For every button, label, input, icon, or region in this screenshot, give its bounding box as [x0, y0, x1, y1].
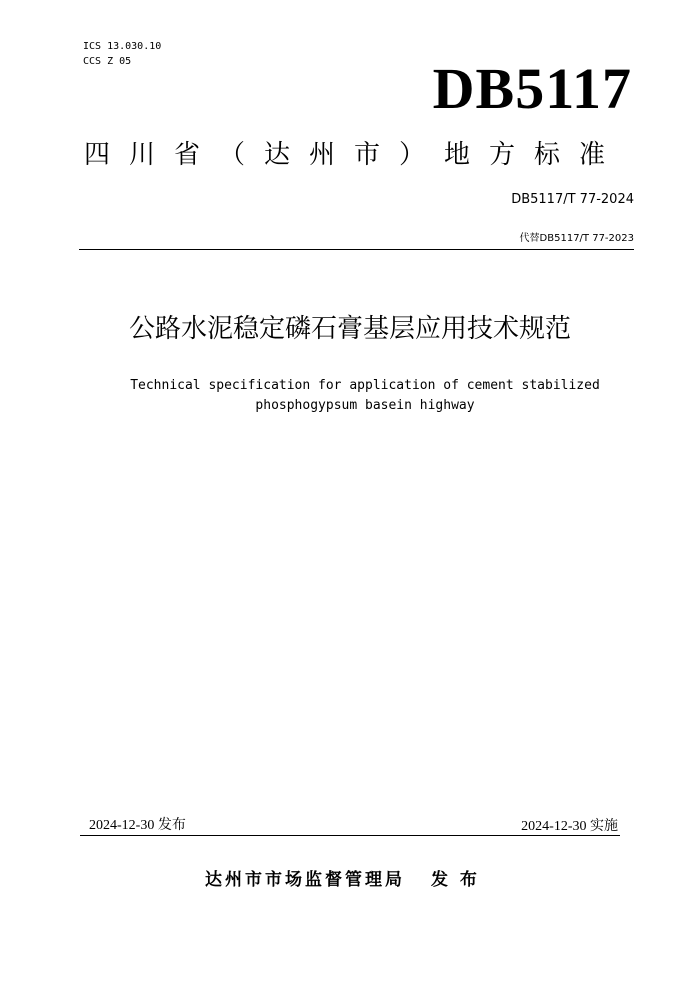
standard-type-title: 四川省（达州市）地方标准 [84, 140, 625, 170]
publish-label: 发布 [157, 817, 186, 833]
implement-label: 实施 [590, 818, 618, 834]
issuer-name: 达州市市场监督管理局 [205, 870, 405, 890]
document-title-zh: 公路水泥稳定磷石膏基层应用技术规范 [128, 314, 571, 344]
replaces-standard: 代替DB5117/T 77-2023 [519, 233, 634, 244]
document-title-en-line1: Technical specification for application of cement stabilized [130, 378, 600, 393]
ccs-code: CCS Z 05 [83, 56, 132, 67]
issuer-action: 发 布 [431, 870, 480, 890]
ics-code: ICS 13.030.10 [83, 41, 162, 52]
publish-info [89, 816, 186, 835]
implement-date: 2024-12-30 [521, 819, 587, 834]
publish-date: 2024-12-30 [89, 818, 155, 833]
document-title-en-line2: phosphogypsum basein highway [255, 398, 475, 413]
implement-info [521, 817, 618, 836]
standard-logo: DB5117 [432, 56, 632, 121]
document-title-en [60, 376, 670, 416]
footer-divider [80, 835, 620, 836]
header-divider [79, 249, 634, 250]
issuer-line [205, 869, 480, 891]
standard-number: DB5117/T 77-2024 [511, 192, 634, 207]
classification-codes [83, 39, 161, 69]
